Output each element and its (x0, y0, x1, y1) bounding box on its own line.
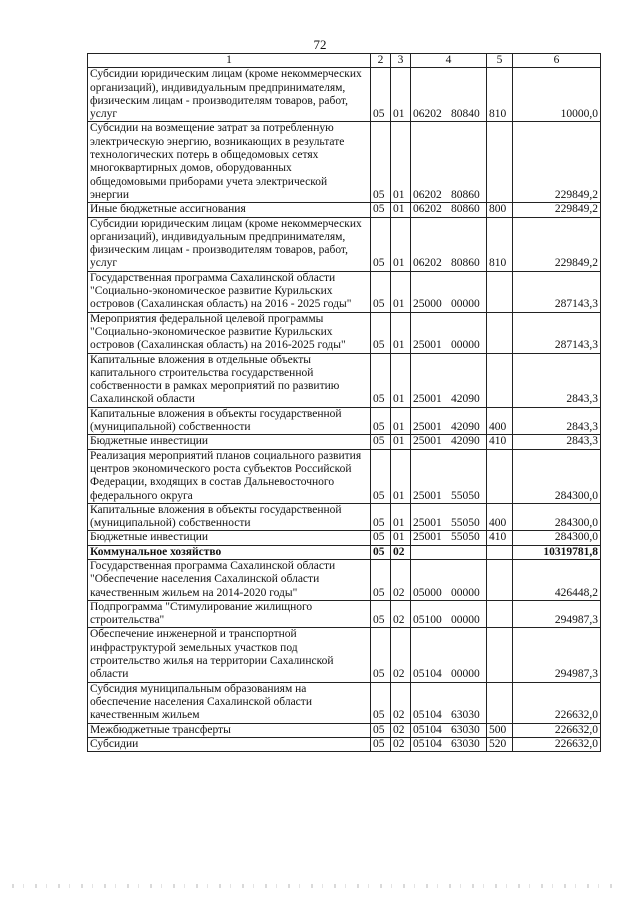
row-cs-program: 06202 (413, 203, 442, 216)
row-rz: 05 (371, 600, 391, 628)
header-col-2: 2 (371, 54, 391, 68)
row-sum: 426448,2 (513, 559, 601, 600)
row-rz: 05 (371, 545, 391, 559)
row-cs-program: 06202 (413, 108, 442, 121)
row-cs-program: 06202 (413, 188, 442, 201)
row-sum: 229849,2 (513, 122, 601, 203)
row-sum: 287143,3 (513, 312, 601, 353)
row-cs-direction: 80860 (451, 203, 480, 216)
row-cs-program: 25001 (413, 531, 442, 544)
row-sum: 284300,0 (513, 503, 601, 531)
row-sum: 2843,3 (513, 407, 601, 435)
row-cs-program: 05104 (413, 737, 442, 750)
row-name: Иные бюджетные ассигнования (88, 203, 371, 217)
row-cs-program: 25001 (413, 517, 442, 530)
row-rz: 05 (371, 628, 391, 682)
row-pr: 01 (391, 407, 411, 435)
row-rz: 05 (371, 737, 391, 751)
row-rz: 05 (371, 435, 391, 449)
table-row (88, 312, 601, 353)
scan-noise (12, 884, 612, 888)
row-name: Капитальные вложения в объекты государственной (муниципальной) собственности (88, 503, 371, 531)
row-vr: 810 (487, 217, 513, 271)
row-pr: 01 (391, 531, 411, 545)
row-vr (487, 628, 513, 682)
row-cs-program: 05104 (413, 723, 442, 736)
row-pr: 01 (391, 312, 411, 353)
budget-table (87, 53, 601, 752)
row-pr: 01 (391, 435, 411, 449)
row-name: Субсидии (88, 737, 371, 751)
row-sum: 284300,0 (513, 531, 601, 545)
row-pr: 01 (391, 68, 411, 122)
row-pr: 02 (391, 600, 411, 628)
row-cs-direction: 42090 (451, 435, 480, 448)
table-row (88, 559, 601, 600)
header-col-6: 6 (513, 54, 601, 68)
row-cs (411, 122, 487, 203)
row-name: Обеспечение инженерной и транспортной инфраструктурой земельных участков под строительство жилья на территории Сахалинской области (88, 628, 371, 682)
row-sum: 229849,2 (513, 203, 601, 217)
row-vr (487, 122, 513, 203)
row-rz: 05 (371, 203, 391, 217)
row-sum: 284300,0 (513, 449, 601, 503)
row-cs (411, 435, 487, 449)
row-vr: 400 (487, 503, 513, 531)
row-name: Субсидии на возмещение затрат за потребленную электрическую энергию, возникающих в результате технологических потерь в общедомовых сетях многоквартирных домов, оборудованных общедомовыми приборами учета электрической энергии (88, 122, 371, 203)
row-cs-direction: 00000 (451, 586, 480, 599)
row-vr: 520 (487, 737, 513, 751)
row-cs-program: 25001 (413, 421, 442, 434)
row-cs (411, 353, 487, 407)
row-cs-direction: 55050 (451, 531, 480, 544)
row-pr: 01 (391, 122, 411, 203)
row-pr: 01 (391, 449, 411, 503)
table-row (88, 407, 601, 435)
table-row (88, 68, 601, 122)
row-cs-direction: 42090 (451, 421, 480, 434)
row-cs-direction: 80840 (451, 108, 480, 121)
table-header-row (88, 54, 601, 68)
header-col-4: 4 (411, 54, 487, 68)
row-name: Субсидии юридическим лицам (кроме некоммерческих организаций), индивидуальным предпринимателям, физическим лицам - производителям товаров, работ, услуг (88, 68, 371, 122)
row-vr: 410 (487, 531, 513, 545)
table-row (88, 682, 601, 723)
row-pr: 02 (391, 682, 411, 723)
row-pr: 02 (391, 737, 411, 751)
row-cs (411, 545, 487, 559)
row-name: Мероприятия федеральной целевой программы "Социально-экономическое развитие Курильских островов (Сахалинская область) на 2016-2025 годы" (88, 312, 371, 353)
row-cs-program: 05000 (413, 586, 442, 599)
table-row (88, 449, 601, 503)
row-rz: 05 (371, 68, 391, 122)
row-vr (487, 600, 513, 628)
row-pr: 02 (391, 559, 411, 600)
row-cs-direction: 00000 (451, 339, 480, 352)
row-cs (411, 737, 487, 751)
table-row (88, 203, 601, 217)
table-row (88, 628, 601, 682)
row-sum: 226632,0 (513, 723, 601, 737)
table-row (88, 122, 601, 203)
table-row (88, 435, 601, 449)
row-sum: 226632,0 (513, 682, 601, 723)
row-cs-direction: 00000 (451, 668, 480, 681)
row-sum: 2843,3 (513, 435, 601, 449)
row-cs-direction: 55050 (451, 489, 480, 502)
row-pr: 02 (391, 723, 411, 737)
row-cs (411, 271, 487, 312)
row-name: Государственная программа Сахалинской области "Социально-экономическое развитие Курильских островов (Сахалинская область) на 2016 - 2025 годы" (88, 271, 371, 312)
table-row (88, 600, 601, 628)
row-cs (411, 531, 487, 545)
table-row (88, 737, 601, 751)
header-col-5: 5 (487, 54, 513, 68)
row-pr: 01 (391, 271, 411, 312)
row-pr: 01 (391, 217, 411, 271)
row-name: Подпрограмма "Стимулирование жилищного строительства" (88, 600, 371, 628)
row-cs-direction: 80860 (451, 188, 480, 201)
row-cs-direction: 42090 (451, 393, 480, 406)
row-vr (487, 682, 513, 723)
row-cs-program: 25001 (413, 435, 442, 448)
row-cs-direction: 55050 (451, 517, 480, 530)
row-name: Государственная программа Сахалинской области "Обеспечение населения Сахалинской области качественным жильем на 2014-2020 годы" (88, 559, 371, 600)
header-col-1: 1 (88, 54, 371, 68)
row-vr (487, 449, 513, 503)
row-rz: 05 (371, 559, 391, 600)
row-cs-direction: 00000 (451, 298, 480, 311)
row-cs (411, 407, 487, 435)
table-row (88, 503, 601, 531)
row-name: Реализация мероприятий планов социального развития центров экономического роста субъектов Российской Федерации, входящих в состав Дальневосточного федерального округа (88, 449, 371, 503)
row-vr (487, 559, 513, 600)
row-rz: 05 (371, 122, 391, 203)
row-pr: 02 (391, 628, 411, 682)
row-cs (411, 600, 487, 628)
row-rz: 05 (371, 407, 391, 435)
row-cs-program: 05104 (413, 709, 442, 722)
row-pr: 01 (391, 203, 411, 217)
row-cs-program: 25001 (413, 339, 442, 352)
row-cs (411, 217, 487, 271)
row-sum: 226632,0 (513, 737, 601, 751)
row-sum: 294987,3 (513, 628, 601, 682)
row-vr (487, 271, 513, 312)
row-rz: 05 (371, 217, 391, 271)
row-name: Капитальные вложения в объекты государственной (муниципальной) собственности (88, 407, 371, 435)
row-name: Межбюджетные трансферты (88, 723, 371, 737)
row-sum: 10000,0 (513, 68, 601, 122)
row-cs (411, 682, 487, 723)
row-sum: 10319781,8 (513, 545, 601, 559)
row-sum: 229849,2 (513, 217, 601, 271)
table-row (88, 723, 601, 737)
row-cs-program: 25001 (413, 393, 442, 406)
row-pr: 01 (391, 503, 411, 531)
row-pr: 02 (391, 545, 411, 559)
row-rz: 05 (371, 271, 391, 312)
row-name: Бюджетные инвестиции (88, 435, 371, 449)
row-name: Капитальные вложения в отдельные объекты капитального строительства государственной собственности в рамках мероприятий по развитию Сахалинской области (88, 353, 371, 407)
row-cs-direction: 63030 (451, 737, 480, 750)
row-cs (411, 312, 487, 353)
row-cs-program: 25001 (413, 489, 442, 502)
row-name: Субсидия муниципальным образованиям на обеспечение населения Сахалинской области качественным жильем (88, 682, 371, 723)
row-cs-direction: 00000 (451, 614, 480, 627)
row-rz: 05 (371, 449, 391, 503)
table-row (88, 271, 601, 312)
row-name: Субсидии юридическим лицам (кроме некоммерческих организаций), индивидуальным предпринимателям, физическим лицам - производителям товаров, работ, услуг (88, 217, 371, 271)
header-col-3: 3 (391, 54, 411, 68)
row-rz: 05 (371, 503, 391, 531)
row-rz: 05 (371, 682, 391, 723)
row-rz: 05 (371, 353, 391, 407)
row-vr: 800 (487, 203, 513, 217)
row-cs (411, 449, 487, 503)
row-cs (411, 559, 487, 600)
table-row (88, 217, 601, 271)
row-vr (487, 312, 513, 353)
row-vr: 410 (487, 435, 513, 449)
row-vr (487, 545, 513, 559)
row-rz: 05 (371, 723, 391, 737)
row-vr (487, 353, 513, 407)
row-cs (411, 503, 487, 531)
row-cs-direction: 80860 (451, 257, 480, 270)
row-cs (411, 203, 487, 217)
row-cs-direction: 63030 (451, 709, 480, 722)
row-cs (411, 628, 487, 682)
row-cs-program: 05104 (413, 668, 442, 681)
row-rz: 05 (371, 531, 391, 545)
row-vr: 500 (487, 723, 513, 737)
row-cs-program: 05100 (413, 614, 442, 627)
row-sum: 2843,3 (513, 353, 601, 407)
table-body (88, 68, 601, 752)
row-name: Бюджетные инвестиции (88, 531, 371, 545)
row-vr: 400 (487, 407, 513, 435)
row-cs-program: 25000 (413, 298, 442, 311)
page-number: 72 (313, 37, 327, 52)
row-cs (411, 723, 487, 737)
row-sum: 287143,3 (513, 271, 601, 312)
table-row (88, 531, 601, 545)
row-sum: 294987,3 (513, 600, 601, 628)
row-cs-direction: 63030 (451, 723, 480, 736)
row-pr: 01 (391, 353, 411, 407)
table-row (88, 353, 601, 407)
row-cs (411, 68, 487, 122)
row-cs-program: 06202 (413, 257, 442, 270)
row-name: Коммунальное хозяйство (88, 545, 371, 559)
table-row (88, 545, 601, 559)
row-vr: 810 (487, 68, 513, 122)
row-rz: 05 (371, 312, 391, 353)
